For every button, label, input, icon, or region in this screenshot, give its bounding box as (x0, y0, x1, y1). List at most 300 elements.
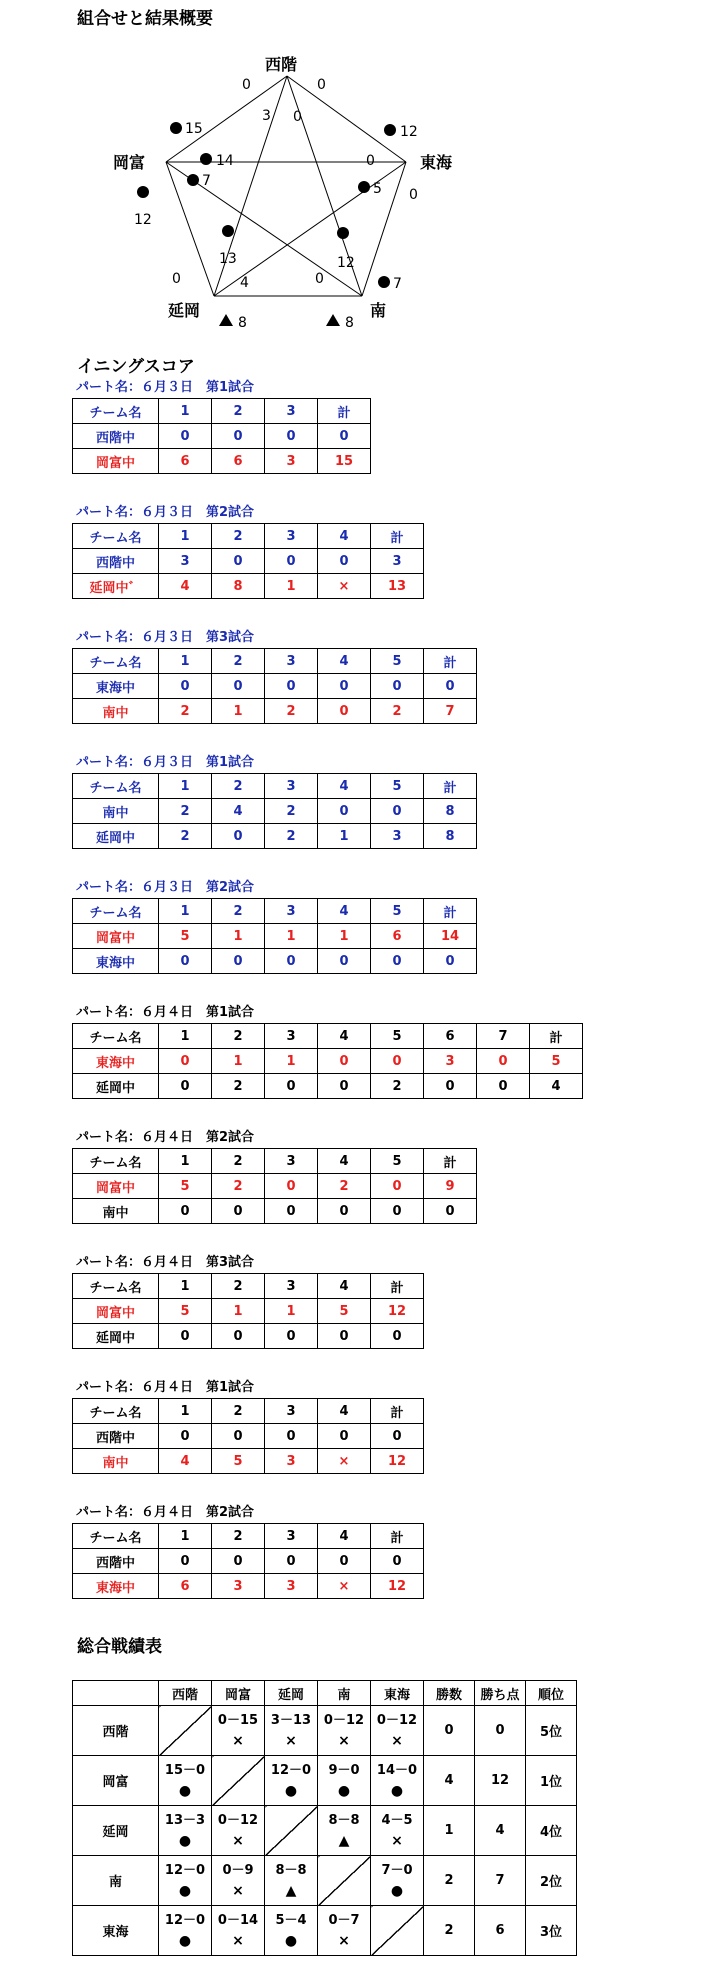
score-cell: 0 (159, 949, 212, 974)
score-cell: 3 (265, 1449, 318, 1474)
draw-mark (219, 314, 233, 326)
page-title: 組合せと結果概要 (77, 9, 213, 29)
score-cell: 0 (265, 1074, 318, 1099)
score-label: 7 (393, 276, 402, 292)
overall-team-name: 南 (73, 1856, 159, 1906)
score-header-row (73, 1149, 477, 1174)
table-row (73, 799, 477, 824)
win-mark (378, 276, 390, 288)
score-cell: 6 (159, 449, 212, 474)
overall-team-name: 西階 (73, 1706, 159, 1756)
score-cell: 0 (318, 949, 371, 974)
team-name-header: チーム名 (73, 774, 159, 799)
inning-header: 計 (424, 899, 477, 924)
table-row (73, 1324, 424, 1349)
score-cell: 3 (371, 824, 424, 849)
inning-header: 5 (371, 774, 424, 799)
overall-team-name: 岡富 (73, 1756, 159, 1806)
team-name-header: チーム名 (73, 399, 159, 424)
win-mark (337, 227, 349, 239)
score-cell: 0 (318, 549, 371, 574)
score-cell: 0 (212, 1199, 265, 1224)
match-result-mark: ▲ (338, 1832, 350, 1849)
score-cell: 1 (265, 1049, 318, 1074)
match-result-mark: ● (337, 1782, 351, 1799)
match-result-cell (212, 1806, 265, 1856)
team-name-header: チーム名 (73, 1149, 159, 1174)
score-cell: 0 (265, 1549, 318, 1574)
score-cell: 12 (371, 1574, 424, 1599)
game-part-label: パート名：６月３日 第2試合 (76, 880, 255, 895)
match-result-mark: × (391, 1732, 403, 1749)
inning-header: 計 (371, 1524, 424, 1549)
match-score: 13－3 (164, 1812, 206, 1828)
score-cell: 0 (318, 1074, 371, 1099)
inning-header: 2 (212, 1024, 265, 1049)
score-cell: 9 (424, 1174, 477, 1199)
score-cell: 5 (159, 1174, 212, 1199)
score-cell: 3 (265, 449, 318, 474)
team-name-header: チーム名 (73, 524, 159, 549)
score-cell: 0 (265, 1324, 318, 1349)
inning-header: 計 (318, 399, 371, 424)
win-mark (187, 174, 199, 186)
match-result-mark: ● (284, 1782, 298, 1799)
inning-header: 計 (424, 774, 477, 799)
table-row (73, 424, 371, 449)
score-label: 13 (219, 251, 237, 267)
table-row (73, 949, 477, 974)
inning-header: 4 (318, 1524, 371, 1549)
score-cell: 0 (212, 1549, 265, 1574)
score-cell: 1 (265, 924, 318, 949)
score-cell: 0 (212, 424, 265, 449)
overall-points: 4 (475, 1806, 526, 1856)
score-cell: 2 (159, 799, 212, 824)
inning-header: 1 (159, 524, 212, 549)
score-cell: 1 (212, 1049, 265, 1074)
team-name-cell: 延岡中 (73, 1324, 159, 1349)
score-label: 8 (345, 315, 354, 331)
table-row (73, 1199, 477, 1224)
score-cell: 12 (371, 1449, 424, 1474)
score-cell: 2 (159, 699, 212, 724)
score-cell: × (318, 1449, 371, 1474)
score-cell: 0 (318, 1324, 371, 1349)
match-result-mark: ● (178, 1932, 192, 1949)
team-name-cell: 西階中 (73, 1424, 159, 1449)
inning-header: 1 (159, 1524, 212, 1549)
score-cell: 3 (212, 1574, 265, 1599)
score-cell: 0 (318, 1549, 371, 1574)
match-score: 9－0 (328, 1762, 360, 1778)
score-cell: × (318, 1574, 371, 1599)
team-name-cell: 南中 (73, 1449, 159, 1474)
score-cell: 5 (159, 1299, 212, 1324)
score-cell: 0 (371, 674, 424, 699)
score-cell: 15 (318, 449, 371, 474)
match-result-cell (159, 1806, 212, 1856)
match-result-cell (159, 1856, 212, 1906)
team-name-cell: 西階中 (73, 549, 159, 574)
score-label: 0 (172, 271, 181, 287)
score-cell: 1 (265, 574, 318, 599)
score-cell: 0 (424, 1199, 477, 1224)
match-score: 0－15 (217, 1712, 259, 1728)
match-score: 14－0 (376, 1762, 418, 1778)
team-name-cell: 西階中 (73, 424, 159, 449)
overall-header-cell: 勝ち点 (475, 1681, 526, 1706)
score-cell: 0 (212, 674, 265, 699)
self-match-cell (371, 1906, 424, 1956)
score-cell: 0 (159, 1049, 212, 1074)
match-result-cell (371, 1756, 424, 1806)
table-row (73, 1049, 583, 1074)
score-cell: 0 (159, 424, 212, 449)
match-result-mark: ▲ (285, 1882, 297, 1899)
team-name-cell: 東海中 (73, 674, 159, 699)
score-cell: 2 (265, 799, 318, 824)
score-cell: 0 (265, 424, 318, 449)
score-cell: 1 (212, 1299, 265, 1324)
match-result-mark: ● (178, 1882, 192, 1899)
table-row (73, 699, 477, 724)
overall-title: 総合戦績表 (77, 1637, 162, 1657)
inning-score-table (72, 1523, 424, 1599)
inning-header: 計 (371, 1274, 424, 1299)
game-part-label: パート名：６月３日 第1試合 (76, 755, 255, 770)
score-label: 8 (238, 315, 247, 331)
score-cell: 6 (159, 1574, 212, 1599)
score-cell: 1 (265, 1299, 318, 1324)
inning-header: 1 (159, 1024, 212, 1049)
self-match-cell (265, 1806, 318, 1856)
score-cell: 7 (424, 699, 477, 724)
match-score: 0－9 (222, 1862, 254, 1878)
inning-header: 計 (424, 649, 477, 674)
inning-header: 2 (212, 1274, 265, 1299)
inning-header: 計 (371, 524, 424, 549)
team-name-header: チーム名 (73, 1399, 159, 1424)
match-score: 7－0 (381, 1862, 413, 1878)
match-result-cell (159, 1756, 212, 1806)
match-result-cell (265, 1906, 318, 1956)
match-score: 0－12 (323, 1712, 365, 1728)
score-cell: 0 (265, 1174, 318, 1199)
game-part-label: パート名：６月３日 第1試合 (76, 380, 255, 395)
overall-header-cell: 岡富 (212, 1681, 265, 1706)
inning-header: 5 (371, 1149, 424, 1174)
score-cell: 0 (424, 674, 477, 699)
score-cell: 0 (318, 699, 371, 724)
inning-score-table (72, 898, 477, 974)
score-cell: 2 (212, 1174, 265, 1199)
score-cell: 1 (212, 924, 265, 949)
overall-points: 0 (475, 1706, 526, 1756)
score-cell: 2 (265, 824, 318, 849)
win-mark (137, 186, 149, 198)
team-name-cell: 西階中 (73, 1549, 159, 1574)
score-cell: 0 (159, 1549, 212, 1574)
score-cell: 0 (212, 824, 265, 849)
team-name-cell: 南中 (73, 699, 159, 724)
inning-header: 3 (265, 1024, 318, 1049)
match-result-cell (371, 1806, 424, 1856)
inning-score-table (72, 1273, 424, 1349)
team-name-cell: 南中 (73, 799, 159, 824)
match-score: 8－8 (328, 1812, 360, 1828)
score-cell: 0 (159, 674, 212, 699)
self-match-cell (318, 1856, 371, 1906)
score-cell: 3 (371, 549, 424, 574)
score-cell: 0 (159, 1424, 212, 1449)
team-name-header: チーム名 (73, 899, 159, 924)
inning-header: 2 (212, 1149, 265, 1174)
team-name-cell: 東海中 (73, 949, 159, 974)
inning-header: 3 (265, 1399, 318, 1424)
score-header-row (73, 1524, 424, 1549)
score-cell: 0 (265, 949, 318, 974)
inning-header: 1 (159, 399, 212, 424)
table-row (73, 1174, 477, 1199)
score-cell: 0 (371, 1199, 424, 1224)
match-diagram (0, 0, 708, 340)
overall-team-name: 東海 (73, 1906, 159, 1956)
inning-header: 3 (265, 1524, 318, 1549)
score-cell: 0 (159, 1324, 212, 1349)
table-row (73, 1756, 577, 1806)
team-name-cell: 延岡中 (73, 824, 159, 849)
inning-header: 4 (318, 1399, 371, 1424)
score-cell: 0 (265, 1424, 318, 1449)
match-result-mark: × (285, 1732, 297, 1749)
win-mark (384, 124, 396, 136)
table-row (73, 1906, 577, 1956)
inning-header: 3 (265, 1149, 318, 1174)
score-cell: 0 (371, 1324, 424, 1349)
score-header-row (73, 1399, 424, 1424)
team-name-header: チーム名 (73, 1024, 159, 1049)
score-cell: 2 (371, 1074, 424, 1099)
score-cell: 0 (371, 1174, 424, 1199)
inning-header: 3 (265, 524, 318, 549)
inning-header: 2 (212, 1399, 265, 1424)
score-cell: 12 (371, 1299, 424, 1324)
inning-header: 2 (212, 524, 265, 549)
match-result-cell (318, 1706, 371, 1756)
table-row (73, 449, 371, 474)
win-mark (358, 181, 370, 193)
score-cell: 4 (530, 1074, 583, 1099)
score-cell: 0 (318, 1424, 371, 1449)
team-left: 岡富 (113, 153, 146, 172)
match-result-cell (318, 1806, 371, 1856)
overall-header-cell: 勝数 (424, 1681, 475, 1706)
inning-header: 計 (424, 1149, 477, 1174)
inning-score-table (72, 1023, 583, 1099)
inning-header: 5 (371, 899, 424, 924)
team-name-cell: 東海中 (73, 1049, 159, 1074)
overall-rank: 2位 (526, 1856, 577, 1906)
match-result-cell (265, 1706, 318, 1756)
inning-score-table (72, 1148, 477, 1224)
match-result-mark: × (338, 1732, 350, 1749)
match-result-mark: × (391, 1832, 403, 1849)
inning-header: 1 (159, 649, 212, 674)
score-cell: 4 (159, 1449, 212, 1474)
win-mark (222, 225, 234, 237)
inning-header: 2 (212, 774, 265, 799)
score-cell: 0 (265, 674, 318, 699)
score-label: 12 (400, 124, 418, 140)
win-mark (170, 122, 182, 134)
inning-score-title: イニングスコア (77, 357, 195, 377)
inning-score-table (72, 523, 424, 599)
score-cell: 0 (371, 799, 424, 824)
overall-header-cell: 東海 (371, 1681, 424, 1706)
score-cell: 0 (212, 949, 265, 974)
team-right: 東海 (420, 153, 453, 172)
match-result-mark: ● (390, 1882, 404, 1899)
score-cell: 0 (424, 949, 477, 974)
score-cell: 0 (477, 1074, 530, 1099)
score-cell: 0 (318, 1199, 371, 1224)
score-label: 0 (315, 271, 324, 287)
score-cell: 8 (424, 799, 477, 824)
table-row (73, 574, 424, 599)
score-label: 5 (373, 181, 382, 197)
score-cell: 0 (318, 799, 371, 824)
score-label: 0 (317, 77, 326, 93)
game-part-label: パート名：６月４日 第2試合 (76, 1130, 255, 1145)
score-label: 4 (240, 275, 249, 291)
match-result-cell (318, 1906, 371, 1956)
self-match-cell (159, 1706, 212, 1756)
match-score: 0－14 (217, 1912, 259, 1928)
score-cell: 0 (371, 1049, 424, 1074)
match-score: 0－7 (328, 1912, 360, 1928)
inning-header: 2 (212, 399, 265, 424)
match-result-mark: ● (178, 1832, 192, 1849)
inning-header: 2 (212, 649, 265, 674)
score-cell: 14 (424, 924, 477, 949)
score-label: 0 (242, 77, 251, 93)
overall-header-cell: 西階 (159, 1681, 212, 1706)
table-row (73, 1706, 577, 1756)
overall-points: 12 (475, 1756, 526, 1806)
table-row (73, 1856, 577, 1906)
team-name-cell: 南中 (73, 1199, 159, 1224)
team-top: 西階 (265, 55, 298, 74)
score-label: 0 (409, 187, 418, 203)
overall-wins: 2 (424, 1906, 475, 1956)
overall-rank: 1位 (526, 1756, 577, 1806)
inning-header: 3 (265, 774, 318, 799)
score-cell: × (318, 574, 371, 599)
score-cell: 13 (371, 574, 424, 599)
score-cell: 0 (318, 1049, 371, 1074)
score-cell: 0 (477, 1049, 530, 1074)
inning-header: 4 (318, 1274, 371, 1299)
team-name-header: チーム名 (73, 1524, 159, 1549)
team-bottom-right: 南 (370, 301, 387, 320)
score-cell: 0 (212, 1424, 265, 1449)
overall-wins: 2 (424, 1856, 475, 1906)
inning-header: 2 (212, 1524, 265, 1549)
score-cell: 1 (212, 699, 265, 724)
match-result-mark: × (232, 1732, 244, 1749)
score-cell: 1 (318, 824, 371, 849)
score-cell: 0 (318, 424, 371, 449)
score-cell: 5 (159, 924, 212, 949)
team-name-cell: 岡富中 (73, 449, 159, 474)
match-result-cell (265, 1856, 318, 1906)
team-name-cell: 延岡中゛ (73, 574, 159, 599)
score-label: 7 (202, 173, 211, 189)
match-result-cell (159, 1906, 212, 1956)
overall-results-table (72, 1680, 577, 1956)
score-cell: 0 (318, 674, 371, 699)
inning-header: 4 (318, 524, 371, 549)
inning-header: 3 (265, 649, 318, 674)
self-match-cell (212, 1756, 265, 1806)
overall-wins: 4 (424, 1756, 475, 1806)
score-cell: 0 (212, 549, 265, 574)
table-row (73, 1549, 424, 1574)
win-mark (200, 153, 212, 165)
score-label: 14 (216, 153, 234, 169)
inning-header: 計 (530, 1024, 583, 1049)
overall-header-cell (73, 1681, 159, 1706)
inning-header: 4 (318, 649, 371, 674)
overall-rank: 4位 (526, 1806, 577, 1856)
game-part-label: パート名：６月４日 第1試合 (76, 1005, 255, 1020)
inning-header: 5 (371, 649, 424, 674)
inning-score-table (72, 648, 477, 724)
score-label: 0 (293, 109, 302, 125)
inning-header: 計 (371, 1399, 424, 1424)
score-header-row (73, 899, 477, 924)
score-cell: 2 (159, 824, 212, 849)
match-score: 0－12 (217, 1812, 259, 1828)
match-result-mark: × (232, 1882, 244, 1899)
inning-header: 1 (159, 774, 212, 799)
edge-nishi-tokai (287, 76, 406, 162)
score-cell: 5 (318, 1299, 371, 1324)
table-row (73, 674, 477, 699)
table-row (73, 824, 477, 849)
inning-header: 1 (159, 1149, 212, 1174)
score-header-row (73, 524, 424, 549)
match-result-cell (371, 1856, 424, 1906)
match-score: 15－0 (164, 1762, 206, 1778)
score-cell: 4 (159, 574, 212, 599)
score-cell: 0 (424, 1074, 477, 1099)
match-result-mark: ● (178, 1782, 192, 1799)
score-label: 12 (337, 255, 355, 271)
score-cell: 2 (212, 1074, 265, 1099)
match-result-cell (212, 1856, 265, 1906)
overall-header-row (73, 1681, 577, 1706)
score-cell: 2 (371, 699, 424, 724)
table-row (73, 1299, 424, 1324)
game-part-label: パート名：６月４日 第2試合 (76, 1505, 255, 1520)
score-cell: 0 (212, 1324, 265, 1349)
match-result-mark: × (232, 1832, 244, 1849)
team-name-cell: 延岡中 (73, 1074, 159, 1099)
team-bottom-left: 延岡 (168, 301, 201, 320)
match-score: 4－5 (381, 1812, 413, 1828)
